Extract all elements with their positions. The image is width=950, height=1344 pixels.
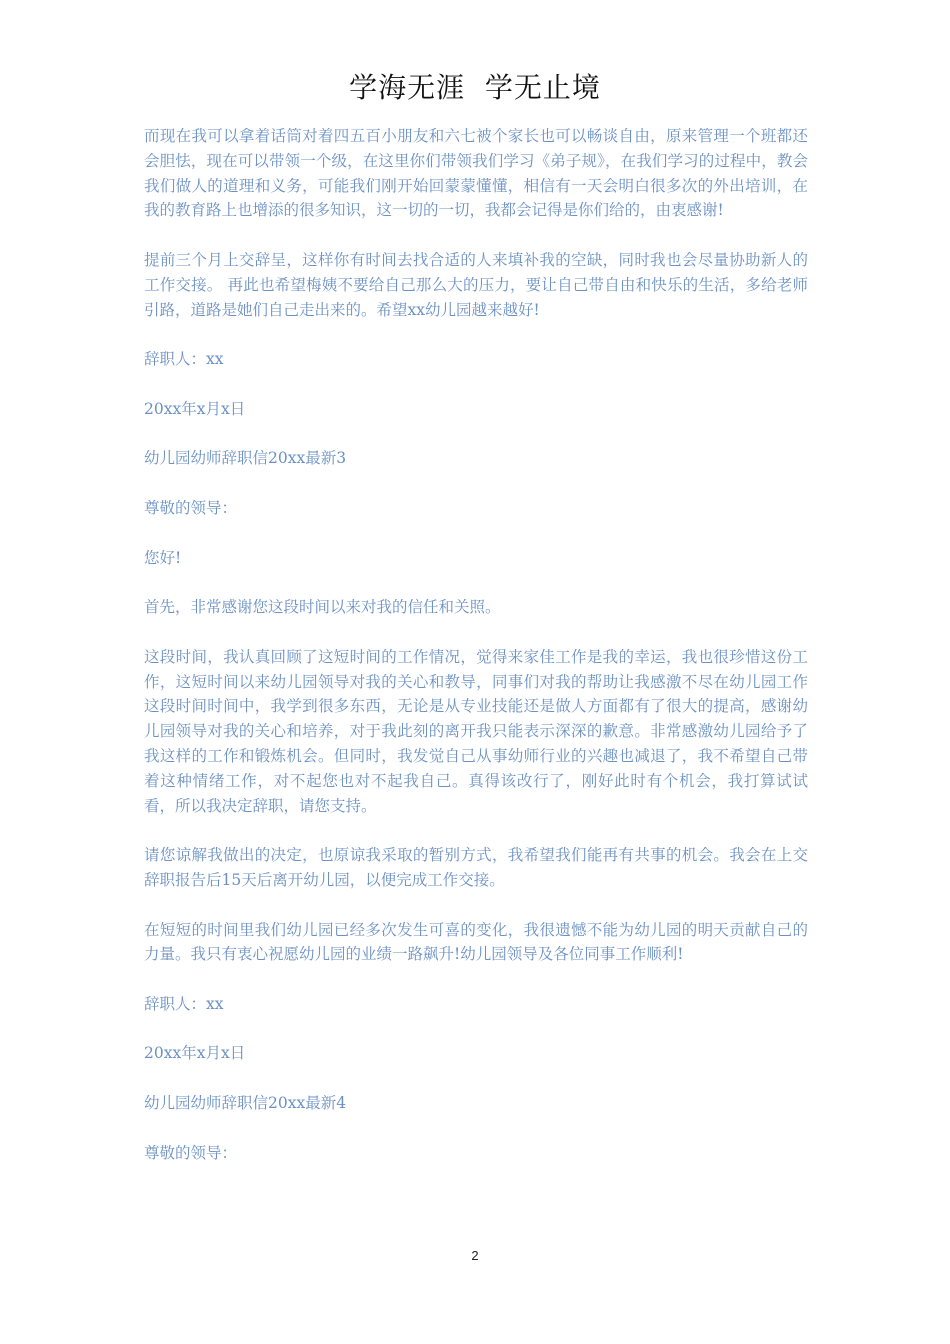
document-body	[144, 124, 808, 1190]
page-number: 2	[471, 1248, 479, 1263]
date-line: 20xx年x月x日	[144, 399, 246, 418]
paragraph: 提前三个月上交辞呈，这样你有时间去找合适的人来填补我的空缺，同时我也会尽量协助新人的工作交接。 再此也希望梅姨不要给自己那么大的压力，要让自己带自由和快乐的生活，多给老师引路，道路是她们自己走出来的。希望xx幼儿园越来越好!	[144, 250, 808, 319]
paragraph: 这段时间，我认真回顾了这短时间的工作情况，觉得来家佳工作是我的幸运，我也很珍惜这份工作，这短时间以来幼儿园领导对我的关心和教导，同事们对我的帮助让我感激不尽在幼儿园工作这段时间时间中，我学到很多东西，无论是从专业技能还是做人方面都有了很大的提高，感谢幼儿园领导对我的关心和培养，对于我此刻的离开我只能表示深深的歉意。非常感激幼儿园给予了我这样的工作和锻炼机会。但同时，我发觉自己从事幼师行业的兴趣也减退了，我不希望自己带着这种情绪工作，对不起您也对不起我自己。真得该改行了，刚好此时有个机会，我打算试试看，所以我决定辞职，请您支持。	[144, 647, 808, 815]
signature-line: 辞职人：xx	[144, 994, 224, 1013]
paragraph: 在短短的时间里我们幼儿园已经多次发生可喜的变化，我很遗憾不能为幼儿园的明天贡献自己的力量。我只有衷心祝愿幼儿园的业绩一路飙升!幼儿园领导及各位同事工作顺利!	[144, 920, 808, 964]
signature-line: 辞职人：xx	[144, 350, 224, 369]
salutation: 尊敬的领导：	[144, 1143, 238, 1162]
paragraph: 首先，非常感谢您这段时间以来对我的信任和关照。	[144, 598, 501, 617]
greeting: 您好!	[144, 548, 182, 567]
paragraph: 请您谅解我做出的决定，也原谅我采取的暂别方式，我希望我们能再有共事的机会。我会在上交辞职报告后15天后离开幼儿园，以便完成工作交接。	[144, 846, 808, 889]
salutation: 尊敬的领导：	[144, 498, 238, 517]
paragraph: 而现在我可以拿着话筒对着四五百小朋友和六七被个家长也可以畅谈自由，原来管理一个班都还会胆怯，现在可以带领一个级，在这里你们带领我们学习《弟子规》，在我们学习的过程中，教会我们做人的道理和义务，可能我们刚开始回蒙蒙懂懂，相信有一天会明白很多次的外出培训，在我的教育路上也增添的很多知识，这一切的一切，我都会记得是你们给的，由衷感谢!	[144, 127, 808, 220]
page-title: 学海无涯 学无止境	[349, 71, 601, 104]
section-heading: 幼儿园幼师辞职信20xx最新4	[144, 1094, 347, 1113]
section-heading: 幼儿园幼师辞职信20xx最新3	[144, 449, 347, 468]
date-line: 20xx年x月x日	[144, 1044, 246, 1063]
